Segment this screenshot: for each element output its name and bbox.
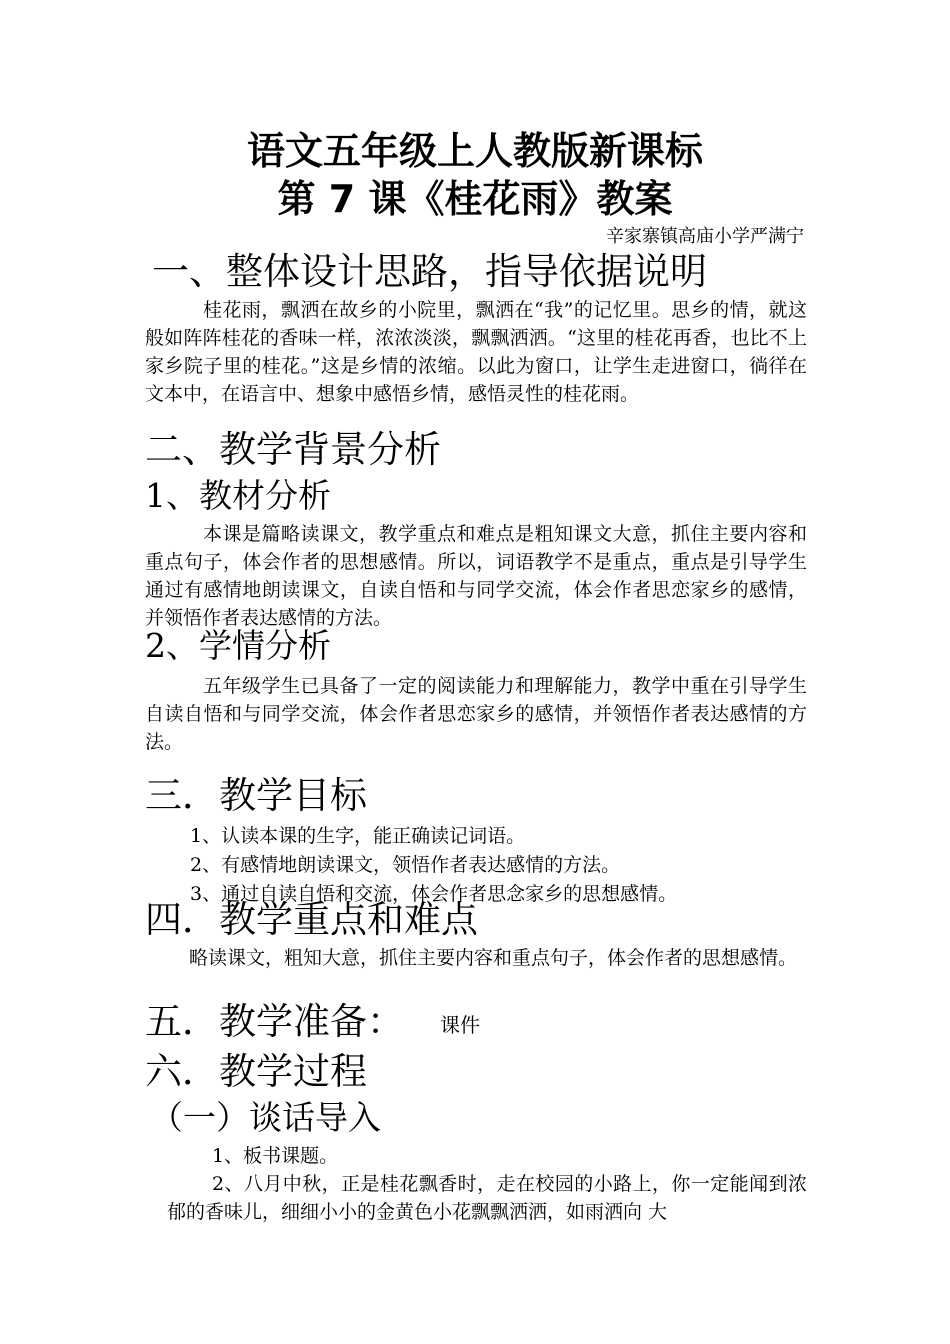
list-item: 1、认读本课的生字，能正确读记词语。 (190, 825, 526, 847)
section2-sub1-heading: 1、教材分析 (145, 476, 331, 515)
section5-heading (145, 1000, 480, 1047)
section2-heading: 二、教学背景分析 (145, 428, 441, 471)
list-item: 3、通过自读自悟和交流，体会作者思念家乡的思想感情。 (190, 883, 678, 905)
document-title-line1: 语文五年级上人教版新课标 (246, 129, 703, 173)
section1-heading: 一、整体设计思路，指导依据说明 (152, 250, 707, 293)
section1-body: 桂花雨，飘洒在故乡的小院里，飘洒在“我”的记忆里。思乡的情，就这般如阵阵桂花的香味一样，浓浓淡淡，飘飘洒洒。“这里的桂花再香，也比不上家乡院子里的桂花。”这是乡情的浓缩。以此为窗口，让学生走进窗口，徜徉在文本中，在语言中、想象中感悟乡情，感悟灵性的桂花雨。 (145, 299, 807, 405)
author-line: 辛家寨镇高庙小学严满宁 (606, 226, 804, 247)
section2-sub2-heading: 2、学情分析 (145, 626, 331, 665)
document-title-line2: 第 7 课《桂花雨》教案 (277, 177, 673, 221)
section4-heading: 四．教学重点和难点 (145, 898, 478, 941)
teaching-goals-list (190, 822, 677, 909)
section2-sub2-body: 五年级学生已具备了一定的阅读能力和理解能力，教学中重在引导学生自读自悟和与同学交流，体会作者思恋家乡的感情，并领悟作者表达感情的方法。 (145, 675, 807, 753)
section5-heading-text: 五．教学准备： (145, 1000, 404, 1043)
list-item: 2、有感情地朗读课文，领悟作者表达感情的方法。 (190, 854, 621, 876)
section6-heading: 六．教学过程 (145, 1050, 367, 1093)
section6-item2: 2、八月中秋，正是桂花飘香时，走在校园的小路上，你一定能闻到浓郁的香味儿，细细小小的金黄色小花飘飘洒洒，如雨洒向 大 (167, 1173, 807, 1223)
section6-item1: 1、板书课题。 (212, 1145, 339, 1167)
section4-body: 略读课文，粗知大意，抓住主要内容和重点句子，体会作者的思想感情。 (189, 947, 798, 969)
section2-sub1-body: 本课是篇略读课文，教学重点和难点是粗知课文大意，抓住主要内容和重点句子，体会作者的思想感情。所以，词语教学不是重点，重点是引导学生通过有感情地朗读课文，自读自悟和与同学交流，体会作者思恋家乡的感情，并领悟作者表达感情的方法。 (145, 523, 807, 629)
section6-sub1-heading: （一）谈话导入 (150, 1098, 381, 1137)
section3-heading: 三．教学目标 (145, 774, 367, 817)
section5-value: 课件 (440, 1012, 480, 1037)
